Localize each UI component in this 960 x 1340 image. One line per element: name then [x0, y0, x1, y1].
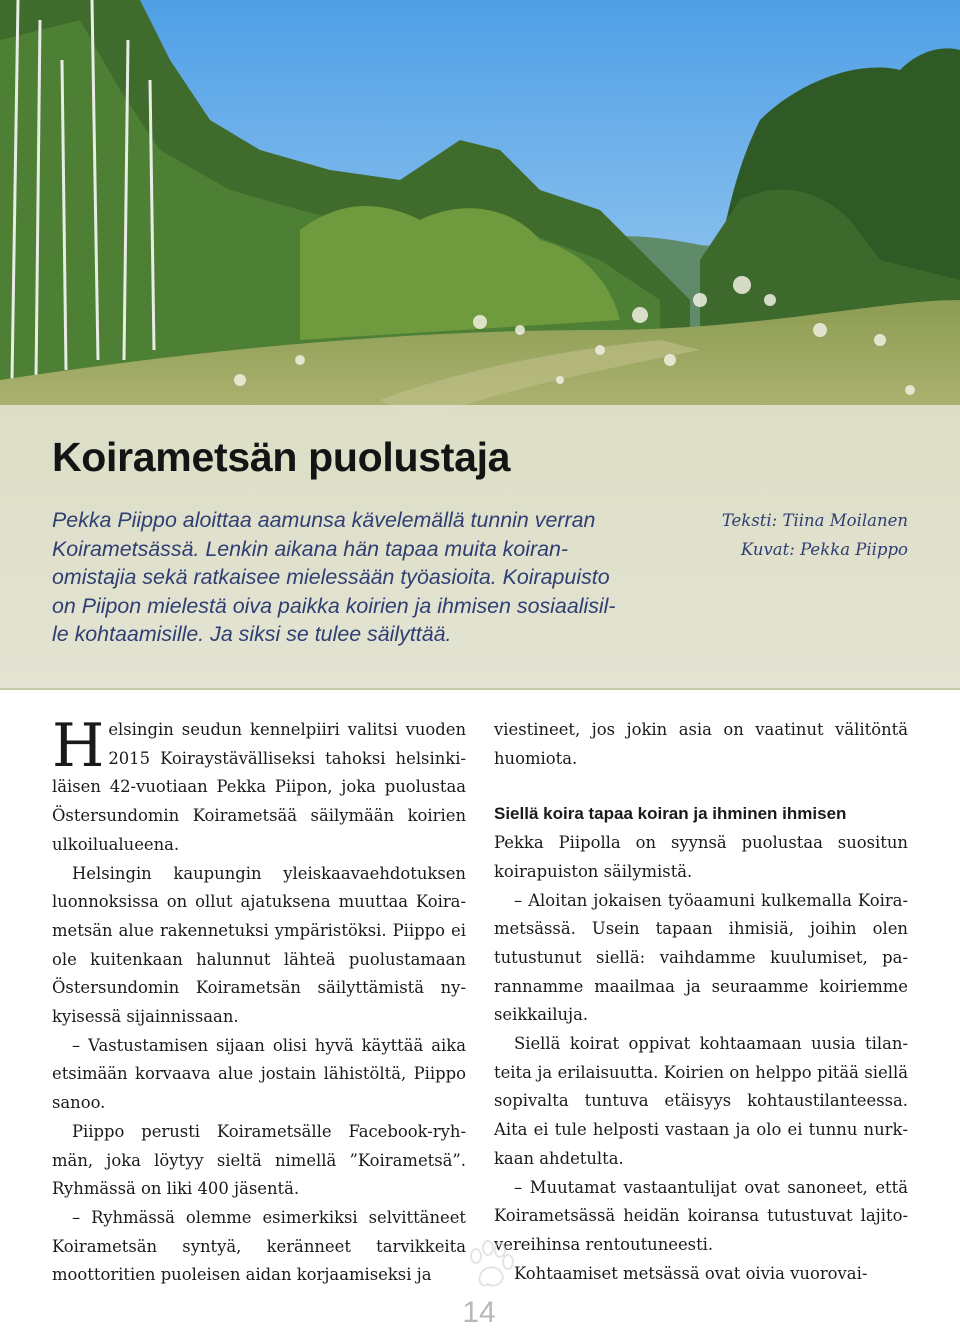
paragraph: viestineet, jos jokin asia on vaatinut välitöntä huomiota.	[494, 720, 908, 768]
article-lede	[52, 506, 642, 649]
paragraph: – Ryhmässä olemme esimerkiksi selvittäneet Koirametsän syntyä, keränneet tarvikkeita moottoritien puoleisen aidan korjaamiseksi ja	[52, 1207, 466, 1285]
paragraph: Siellä koirat oppivat kohtaamaan uusia tilanteita ja erilaisuutta. Koirien on helppo pitää siellä sopivalta tuntuva etäisyys kohtaustilanteessa. Aita ei tule helposti vastaan ja olo ei tunnu nurkkaan ahdetulta.	[494, 1034, 908, 1168]
article-title: Koirametsän puolustaja	[52, 434, 511, 480]
paragraph: – Aloitan jokaisen työaamuni kulkemalla Koirametsässä. Usein tapaan ihmisiä, joihin olen tutustunut siellä: vaihdamme kuulumiset, parannamme maailmaa ja seuraamme koiriemme seikkailuja.	[494, 890, 908, 1025]
paragraph: Piippo perusti Koirametsälle Facebook-ryhmän, joka löytyy sieltä nimellä ”Koirametsä”. Ryhmässä on liki 400 jäsentä.	[52, 1121, 466, 1199]
paragraph: Kohtaamiset metsässä ovat oivia vuorovai-	[514, 1263, 868, 1283]
paragraph: Helsingin kaupungin yleiskaavaehdotuksen luonnoksissa on ollut ajatuksena muuttaa Koirametsän alue rakennetuksi ympäristöksi. Piippo ei ole kuitenkaan halunnut lähteä puolustamaan Östersundomin Koirametsän säilyttämistä nykyisessä sijainnissaan.	[52, 863, 466, 1027]
lede-line: on Piipon mielestä oiva paikka koirien ja ihmisen sosiaalisil-	[52, 593, 616, 618]
paragraph: Pekka Piipolla on syynsä puolustaa suositun koirapuiston säilymistä.	[494, 833, 908, 881]
photo-credit: Kuvat: Pekka Piippo	[740, 539, 908, 559]
subheading: Siellä koira tapaa koiran ja ihminen ihmisen	[494, 804, 847, 824]
lede-line: Koirametsässä. Lenkin aikana hän tapaa muita koiran-	[52, 536, 569, 561]
paragraph	[52, 711, 466, 860]
lede-line: omistajia sekä ratkaisee mielessään työasioita. Koirapuisto	[52, 565, 610, 590]
page-number: 14	[462, 1296, 496, 1329]
article-credits	[660, 507, 908, 564]
body-column-right	[494, 716, 908, 1288]
body-column-left	[52, 711, 466, 1290]
lede-line: Pekka Piippo aloittaa aamunsa kävelemällä tunnin verran	[52, 508, 596, 532]
paragraph: – Vastustamisen sijaan olisi hyvä käyttää aika etsimään korvaava alue jostain lähistöltä, Piippo sanoo.	[52, 1035, 466, 1113]
drop-cap: H	[52, 711, 105, 781]
paw-print-icon	[462, 1236, 522, 1296]
lede-line: le kohtaamisille. Ja siksi se tulee säilyttää.	[52, 622, 452, 647]
paragraph: – Muutamat vastaantulijat ovat sanoneet, että Koirametsässä heidän koiransa tutustuvat lajitovereihinsa rentoutuneesti.	[494, 1177, 908, 1254]
paragraph-text: elsingin seudun kennelpiiri valitsi vuoden 2015 Koiraystävälliseksi tahoksi helsinkiläisen 42-vuotiaan Pekka Piipon, joka puolustaa Östersundomin Koirametsää säilymään koirien ulkoilualueena.	[52, 720, 466, 854]
author-credit: Teksti: Tiina Moilanen	[721, 511, 908, 530]
